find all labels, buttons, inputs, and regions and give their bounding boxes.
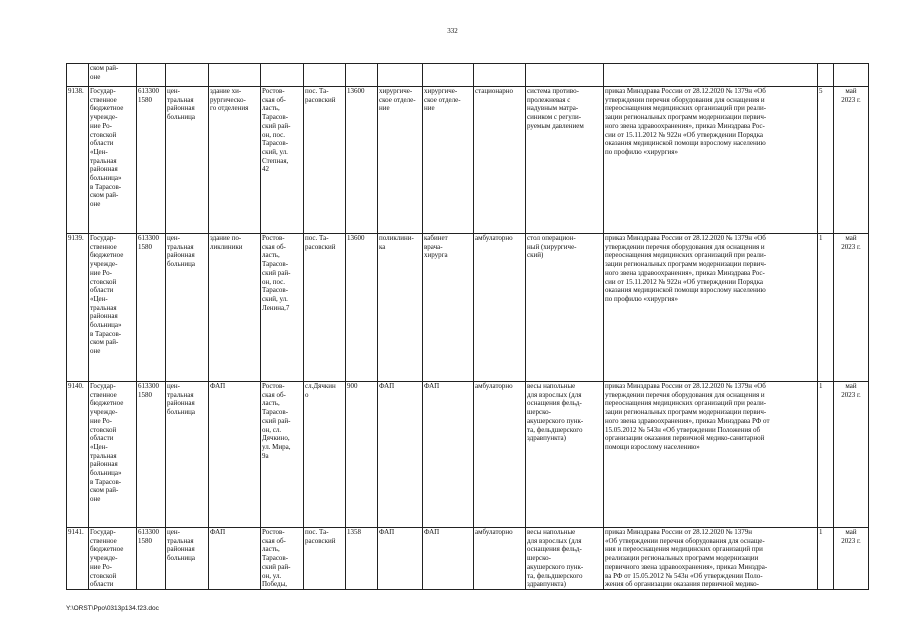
cell-order: приказ Минздрава России от 28.12.2020 № 1379н «Об утверждении перечня оборудования для оснаще- ния и переоснащения медицинских организаций при реализации региональных программ модернизации первичного звена здравоохранения», приказ Минздра- ва РФ от 15.05.2012 № 543н «Об утверждении Поло- жения об организации оказания первичной медико-	[604, 528, 818, 590]
cell-dept: поликлини- ка	[378, 234, 423, 382]
cell-building: ФАП	[209, 528, 261, 590]
cell-equipment: система противо- пролежневая с надувным матра- сиником с регули- руемым давлением	[526, 87, 604, 234]
cell-code: 613300 1580	[137, 528, 166, 590]
cell-oktmo: 13600	[346, 87, 378, 234]
cell-qty: 1	[818, 234, 834, 382]
cell-org: Государ- ственное бюджетное учрежде- ние Ро- стовской области «Цен- тральная районная больница» в Тарасов- ском рай- оне	[89, 87, 137, 234]
cell-mode: стационарно	[474, 87, 526, 234]
cell-short: цен- тральная районная больница	[166, 87, 209, 234]
cell-date: май 2023 г.	[834, 382, 869, 528]
cell-org: Государ- ственное бюджетное учрежде- ние Ро- стовской области	[89, 528, 137, 590]
cell-equipment: весы напольные для взрослых (для оснащения фельд- шерско- акушерского пунк- та, фельдшерского здравпункта)	[526, 382, 604, 528]
cell-address: Ростов- ская об- ласть, Тарасов- ский рай- он, пос. Тарасов- ский, ул. Ленина,7	[261, 234, 304, 382]
cell-org: Государ- ственное бюджетное учрежде- ние Ро- стовской области «Цен- тральная районная больница» в Тарасов- ском рай- оне	[89, 382, 137, 528]
cell-qty: 1	[818, 528, 834, 590]
table-row	[67, 234, 869, 382]
cell-equipment: стол операцион- ный (хирургиче- ский)	[526, 234, 604, 382]
cell-locality: сл.Дячкин о	[304, 382, 346, 528]
cell-mode: амбулаторно	[474, 382, 526, 528]
cell-date: май 2023 г.	[834, 87, 869, 234]
cell-oktmo: 1358	[346, 528, 378, 590]
cell-num	[67, 64, 89, 87]
table-row	[67, 528, 869, 590]
cell-qty: 1	[818, 382, 834, 528]
cell-short: цен- тральная районная больница	[166, 528, 209, 590]
table-row	[67, 382, 869, 528]
cell-date: май 2023 г.	[834, 234, 869, 382]
cell-order: приказ Минздрава России от 28.12.2020 № 1379н «Об утверждении перечня оборудования для оснащения и переоснащения медицинских организаций при реали- зации региональных программ модернизации первич- ного звена здравоохранения», приказ Минздрава Рос- сии от 15.11.2012 № 922н «Об утверждении Порядка оказания медицинской помощи взрослому населению по профилю «хирургия»	[604, 234, 818, 382]
cell-code: 613300 1580	[137, 234, 166, 382]
cell-num: 9138.	[67, 87, 89, 234]
cell-mode: амбулаторно	[474, 528, 526, 590]
cell-short: цен- тральная районная больница	[166, 234, 209, 382]
cell-org: ском рай- оне	[89, 64, 137, 87]
cell-locality: пос. Та- расовский	[304, 528, 346, 590]
cell-date: май 2023 г.	[834, 528, 869, 590]
cell-building: здание по- ликлиники	[209, 234, 261, 382]
cell-qty: 5	[818, 87, 834, 234]
document-path-footer: Y:\ORST\Ppo\0313p134.f23.doc	[66, 605, 159, 612]
cell-address: Ростов- ская об- ласть, Тарасов- ский рай- он, пос. Тарасов- ский, ул. Степная, 42	[261, 87, 304, 234]
cell-building: ФАП	[209, 382, 261, 528]
cell-address: Ростов- ская об- ласть, Тарасов- ский рай- он, сл. Дячкино, ул. Мира, 9а	[261, 382, 304, 528]
cell-num: 9141.	[67, 528, 89, 590]
cell-dept: хирургиче- ское отделе- ние	[378, 87, 423, 234]
page-number: 332	[447, 27, 458, 35]
cell-unit: ФАП	[423, 528, 474, 590]
cell-order: приказ Минздрава России от 28.12.2020 № 1379н «Об утверждении перечня оборудования для оснащения и переоснащения медицинских организаций при реали- зации региональных программ модернизации первич- ного звена здравоохранения», приказ Минздрава РФ от 15.05.2012 № 543н «Об утверждении Положения об организации оказания первичной медико-санитарной помощи взрослому населению»	[604, 382, 818, 528]
cell-unit: кабинет врача- хирурга	[423, 234, 474, 382]
cell-address: Ростов- ская об- ласть, Тарасов- ский рай- он, ул. Победы,	[261, 528, 304, 590]
cell-oktmo: 900	[346, 382, 378, 528]
table-row-fragment	[67, 64, 869, 87]
cell-dept: ФАП	[378, 382, 423, 528]
cell-unit: ФАП	[423, 382, 474, 528]
cell-code: 613300 1580	[137, 382, 166, 528]
cell-num: 9139.	[67, 234, 89, 382]
cell-num: 9140.	[67, 382, 89, 528]
cell-building: здание хи- рургическо- го отделения	[209, 87, 261, 234]
equipment-table	[66, 63, 869, 590]
cell-short: цен- тральная районная больница	[166, 382, 209, 528]
cell-oktmo: 13600	[346, 234, 378, 382]
cell-mode: амбулаторно	[474, 234, 526, 382]
cell-locality: пос. Та- расовский	[304, 234, 346, 382]
cell-code: 613300 1580	[137, 87, 166, 234]
cell-org: Государ- ственное бюджетное учрежде- ние Ро- стовской области «Цен- тральная районная больница» в Тарасов- ском рай- оне	[89, 234, 137, 382]
cell-order: приказ Минздрава России от 28.12.2020 № 1379н «Об утверждении перечня оборудования для оснащения и переоснащения медицинских организаций при реали- зации региональных программ модернизации первич- ного звена здравоохранения», приказ Минздрава Рос- сии от 15.11.2012 № 922н «Об утверждении Порядка оказания медицинской помощи взрослому населению по профилю «хирургия»	[604, 87, 818, 234]
cell-dept: ФАП	[378, 528, 423, 590]
cell-unit: хирургиче- ское отделе- ние	[423, 87, 474, 234]
cell-equipment: весы напольные для взрослых (для оснащения фельд- шерско- акушерского пунк- та, фельдшерского здравпункта)	[526, 528, 604, 590]
cell-locality: пос. Та- расовский	[304, 87, 346, 234]
table-row	[67, 87, 869, 234]
